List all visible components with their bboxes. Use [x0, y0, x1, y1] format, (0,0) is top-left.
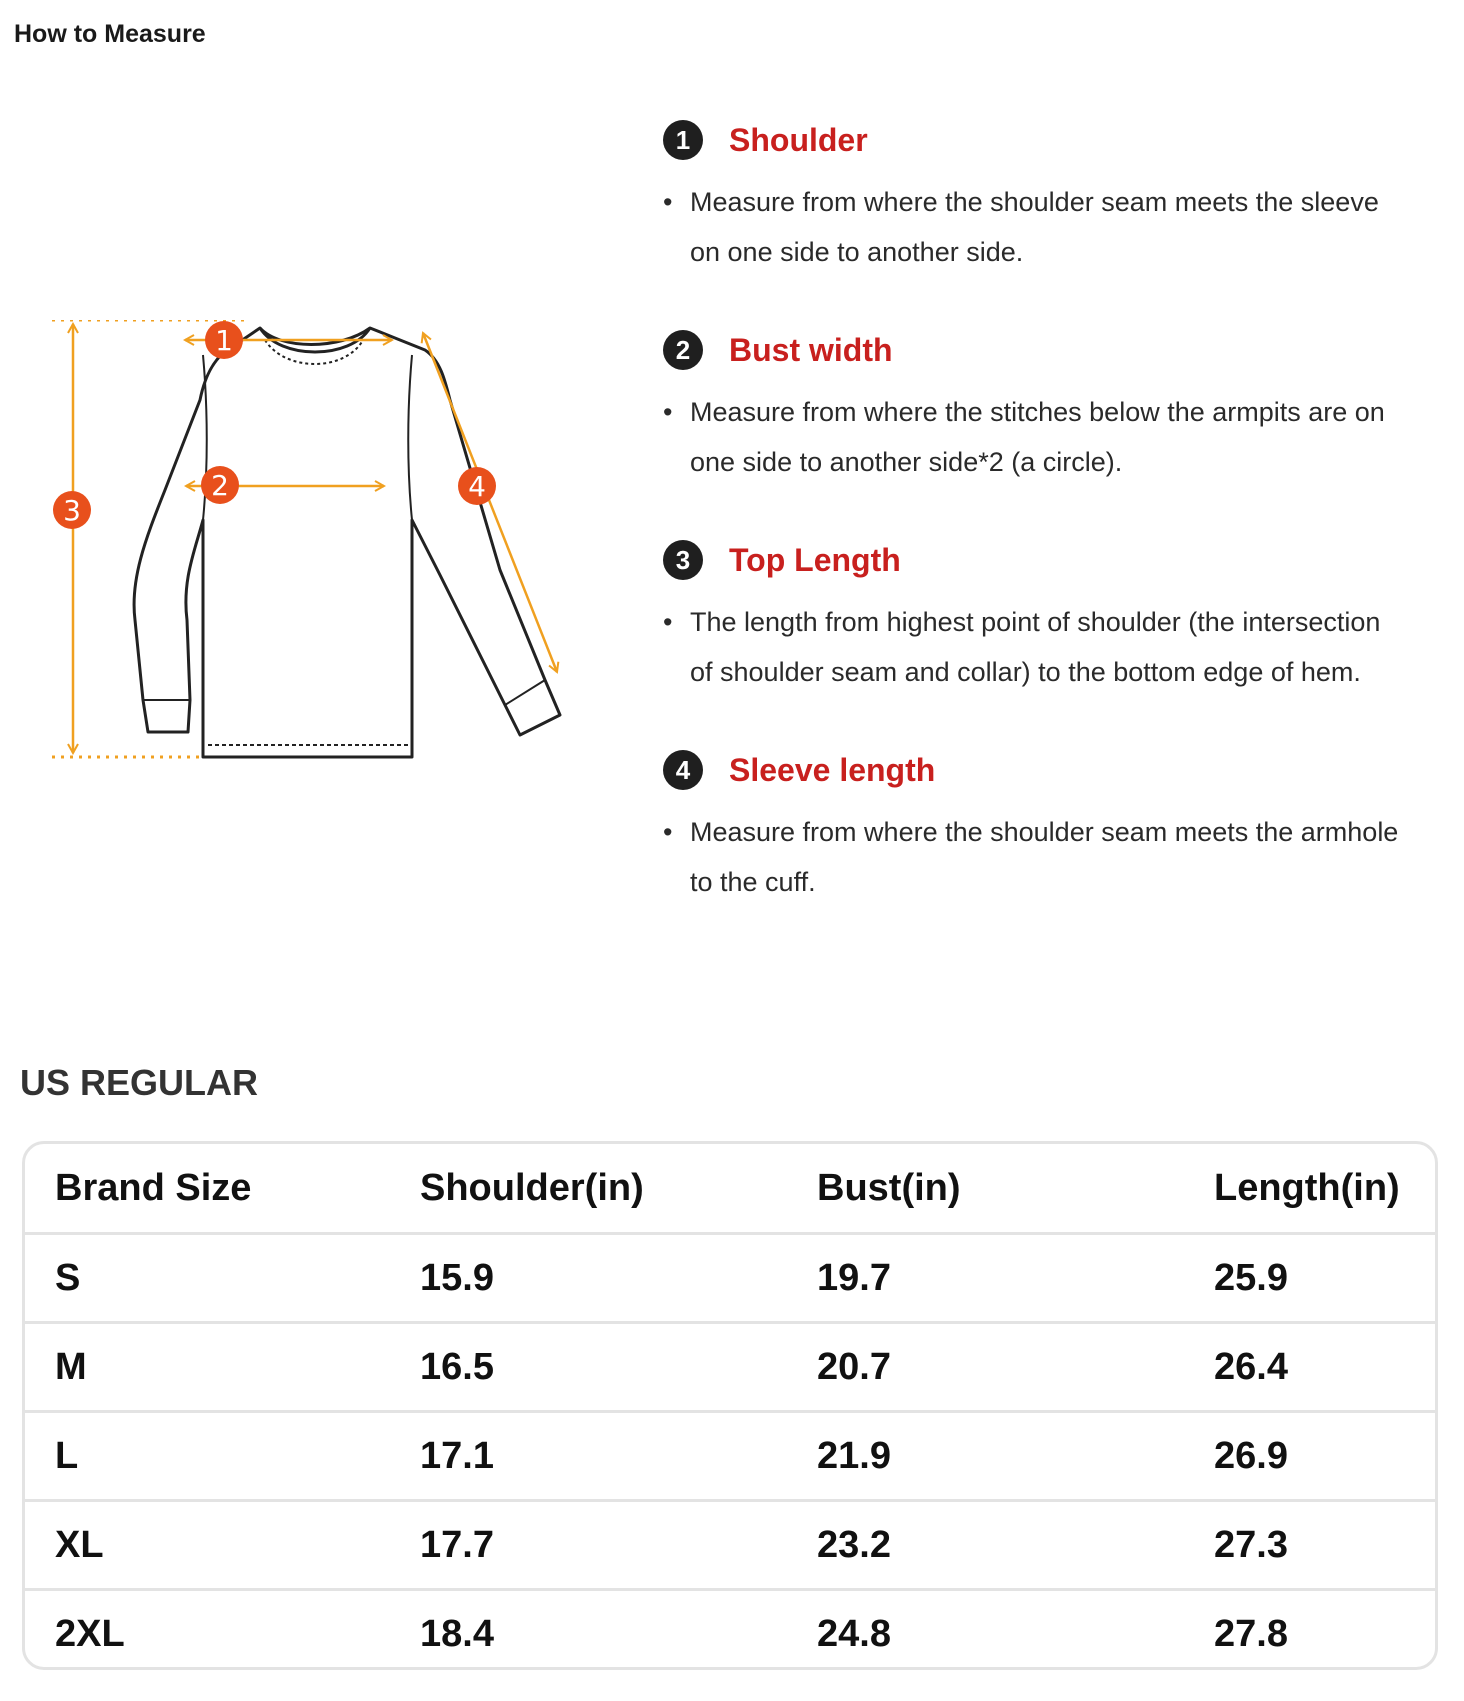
table-cell: 17.7 [390, 1501, 787, 1590]
number-badge-icon: 4 [663, 750, 703, 790]
page-title: How to Measure [14, 20, 206, 48]
instruction-text: Measure from where the shoulder seam meets the armhole to the cuff. [690, 817, 1399, 897]
bullet-icon: • [663, 817, 673, 847]
instruction-bust [663, 325, 1423, 487]
instruction-title: Bust width [729, 331, 893, 368]
instruction-text: Measure from where the stitches below the armpits are on one side to another side*2 (a circle). [690, 397, 1385, 477]
instruction-text: The length from highest point of shoulder (the intersection of shoulder seam and collar) to the bottom edge of hem. [690, 607, 1381, 687]
table-cell: 19.7 [787, 1234, 1184, 1323]
measure-instructions [663, 115, 1423, 955]
table-cell: 2XL [55, 1612, 125, 1655]
bullet-icon: • [663, 607, 673, 637]
instruction-sleeve [663, 745, 1423, 907]
number-badge-icon: 3 [663, 540, 703, 580]
bullet-icon: • [663, 187, 673, 217]
table-cell: 21.9 [787, 1412, 1184, 1501]
marker-2 [201, 466, 239, 504]
instruction-title: Top Length [729, 541, 901, 578]
number-badge-icon: 1 [663, 120, 703, 160]
marker-4 [458, 467, 496, 505]
table-cell: 25.9 [1184, 1234, 1435, 1323]
table-cell: 23.2 [787, 1501, 1184, 1590]
table-row [25, 1412, 1435, 1501]
table-row [25, 1323, 1435, 1412]
table-row [25, 1501, 1435, 1590]
table-row [25, 1590, 1435, 1671]
marker-3 [53, 491, 91, 529]
instruction-title: Shoulder [729, 121, 868, 158]
svg-text:2: 2 [211, 469, 229, 502]
instruction-text: Measure from where the shoulder seam meets the sleeve on one side to another side. [690, 187, 1379, 267]
instruction-top-length [663, 535, 1423, 697]
table-row [25, 1234, 1435, 1323]
sweater-outline-icon [134, 328, 560, 757]
column-header: Length(in) [1184, 1144, 1435, 1234]
table-cell: M [25, 1323, 390, 1412]
table-cell: 18.4 [420, 1612, 494, 1655]
column-header: Brand Size [25, 1144, 390, 1234]
column-header: Shoulder(in) [390, 1144, 787, 1234]
number-badge-icon: 2 [663, 330, 703, 370]
svg-text:3: 3 [63, 494, 81, 527]
instruction-title: Sleeve length [729, 751, 936, 788]
table-cell: 20.7 [787, 1323, 1184, 1412]
sweater-diagram [40, 320, 620, 780]
table-cell: 15.9 [390, 1234, 787, 1323]
column-header: Bust(in) [787, 1144, 1184, 1234]
table-cell: 27.3 [1184, 1501, 1435, 1590]
svg-text:1: 1 [215, 324, 233, 357]
instruction-shoulder [663, 115, 1423, 277]
table-cell: 27.8 [1214, 1612, 1288, 1655]
table-cell: XL [25, 1501, 390, 1590]
size-chart-table [22, 1141, 1438, 1670]
table-cell: L [25, 1412, 390, 1501]
table-cell: 17.1 [390, 1412, 787, 1501]
table-cell: 26.4 [1184, 1323, 1435, 1412]
table-cell: 16.5 [390, 1323, 787, 1412]
table-header-row [25, 1144, 1435, 1234]
marker-1 [205, 321, 243, 359]
table-cell: S [25, 1234, 390, 1323]
table-cell: 26.9 [1184, 1412, 1435, 1501]
size-chart-title: US REGULAR [20, 1062, 259, 1103]
bullet-icon: • [663, 397, 673, 427]
svg-text:4: 4 [468, 470, 486, 503]
table-cell: 24.8 [817, 1612, 891, 1655]
